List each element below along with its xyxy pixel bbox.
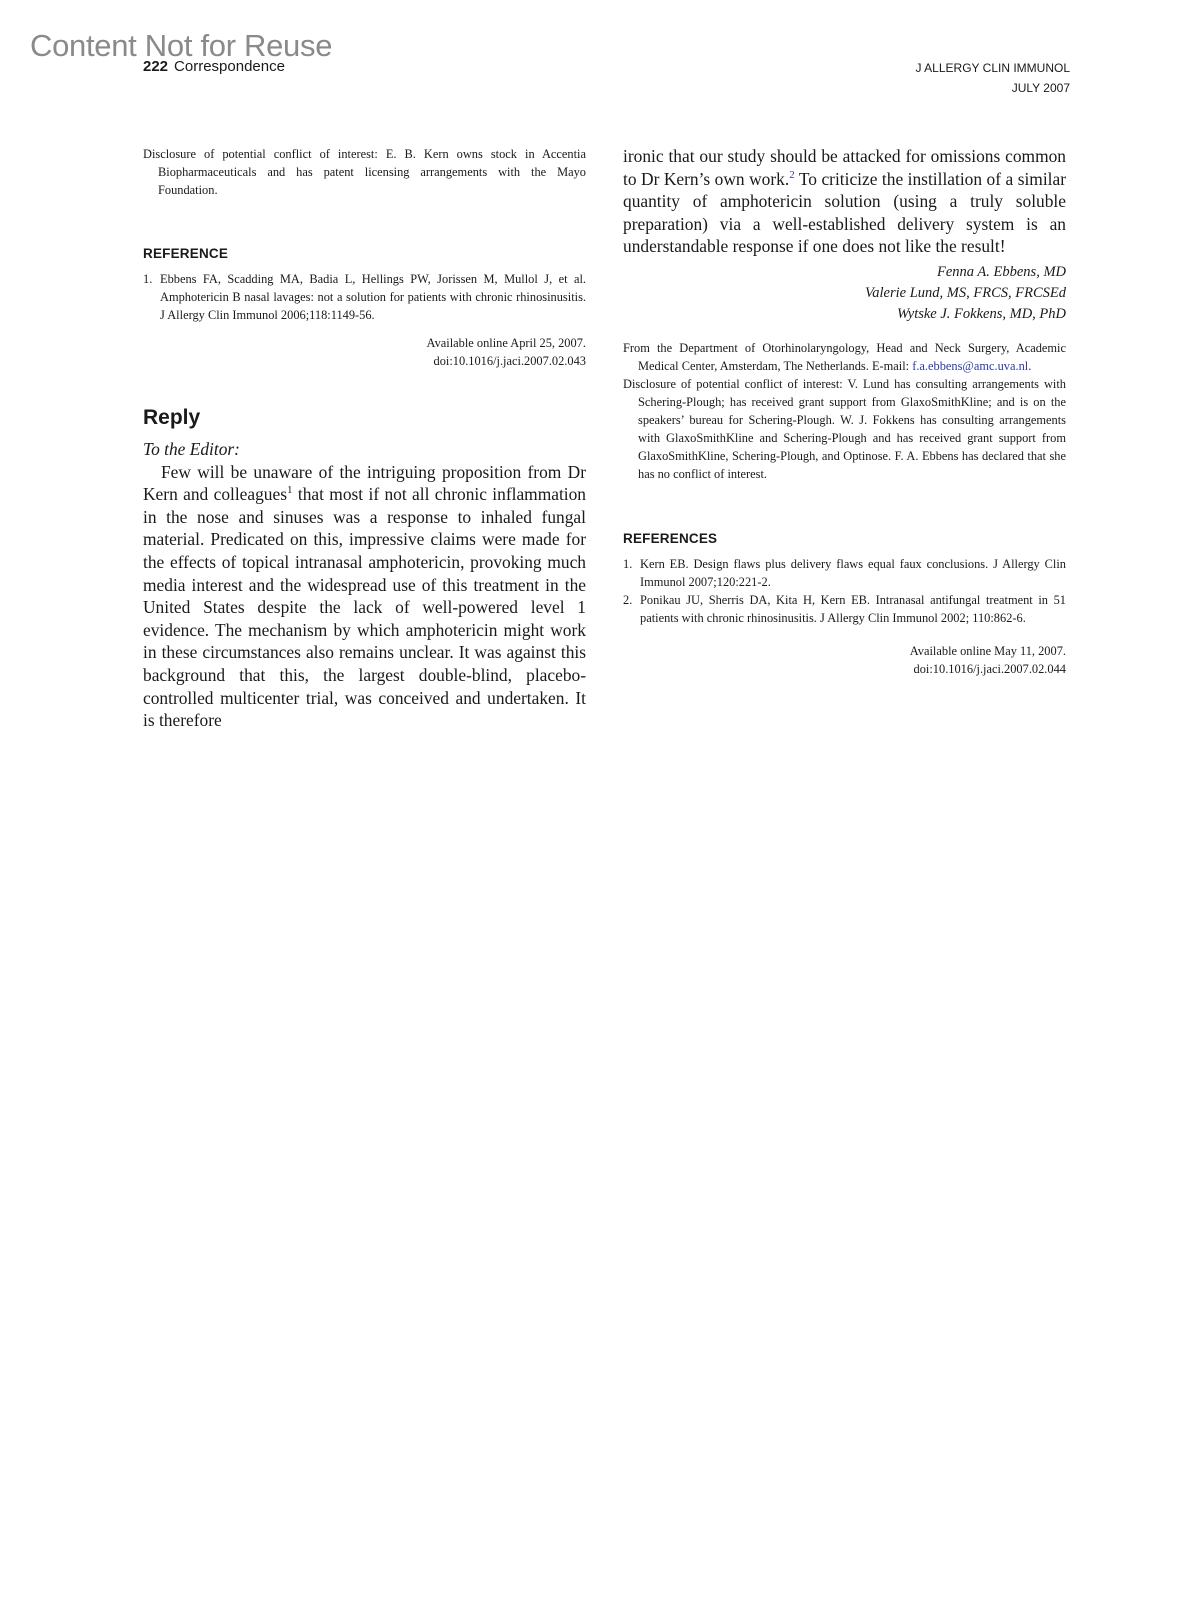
right-column — [623, 145, 1066, 678]
left-availability — [143, 334, 586, 370]
reference-item — [623, 555, 1066, 591]
right-availability — [623, 642, 1066, 678]
kern-disclosure: Disclosure of potential conflict of interest: E. B. Kern owns stock in Accentia Biopharmaceuticals and has patent licensing arrangements with the Mayo Foundation. — [143, 147, 586, 197]
reply-heading: Reply — [143, 406, 201, 429]
reply-text-part-1: Few will be unaware of the intriguing proposition from Dr Kern and colleagues — [143, 461, 586, 505]
citation-2[interactable]: 2 — [789, 168, 795, 181]
reply-paragraph — [143, 461, 586, 732]
authors-disclosure: Disclosure of potential conflict of interest: V. Lund has consulting arrangements with Schering-Plough; has received grant support from GlaxoSmithKline; and is on the speakers’ bureau for Schering-Plough. W. J. Fokkens has consulting arrangements with GlaxoSmithKline and Schering-Plough and has received grant support from GlaxoSmithKline, Schering-Plough, and Optinose. F. A. Ebbens has declared that she has no conflict of interest. — [623, 376, 1066, 481]
available-online: Available online April 25, 2007. — [426, 336, 586, 350]
issue-date: JULY 2007 — [1011, 81, 1070, 95]
continuation-text-part-2: To criticize the instillation of a similar quantity of amphotericin solution (using a truly soluble preparation) via a well-established delivery system is an understandable response if one does not like the result! — [623, 168, 1066, 257]
reference-text: Ebbens FA, Scadding MA, Badia L, Hellings PW, Jorissen M, Mullol J, et al. Amphotericin B nasal lavages: not a solution for patients with chronic rhinosinusitis. J Allergy Clin Immunol 2006;118:1149-56. — [160, 272, 586, 322]
reference-item — [143, 270, 586, 324]
doi[interactable]: doi:10.1016/j.jaci.2007.02.044 — [913, 661, 1066, 676]
available-online: Available online May 11, 2007. — [909, 643, 1066, 658]
right-reference-list — [623, 555, 1066, 627]
reply-text-part-2: that most if not all chronic inflammation in the nose and sinuses was a response to inhaled fungal material. Predicated on this, impressive claims were made for the effects of topical intranasal amphotericin, provoking much media interest and the widespread use of this treatment in the United States despite the lack of well-powered level 1 evidence. The mechanism by which amphotericin might work in these circumstances also remains unclear. It was against this background that this, the largest double-blind, placebo-controlled multicenter trial, was conceived and undertaken. It is therefore — [143, 484, 586, 731]
author-signature: Wytske J. Fokkens, MD, PhD — [897, 305, 1066, 322]
journal-name: J ALLERGY CLIN IMMUNOL — [915, 61, 1070, 75]
running-header-right — [916, 58, 1071, 98]
reference-text: Kern EB. Design flaws plus delivery flaws equal faux conclusions. J Allergy Clin Immunol 2007;120:221-2. — [640, 556, 1066, 589]
citation-1[interactable]: 1 — [287, 484, 293, 497]
reference-number: 1. — [143, 272, 153, 286]
left-reference-list — [143, 270, 586, 324]
affiliation — [623, 339, 1066, 375]
section-name: Correspondence — [174, 58, 285, 75]
running-header-left — [143, 58, 285, 75]
affiliation-end: . — [1028, 358, 1032, 373]
watermark: Content Not for Reuse — [30, 28, 333, 63]
email-link[interactable]: f.a.ebbens@amc.uva.nl — [912, 358, 1029, 373]
author-signature: Valerie Lund, MS, FRCS, FRCSEd — [865, 284, 1066, 301]
references-heading: REFERENCES — [623, 530, 718, 546]
signature-block — [623, 262, 1066, 325]
continuation-text-part-1: ironic that our study should be attacked for omissions common to Dr Kern’s own work. — [623, 146, 1066, 189]
reply-continuation — [623, 145, 1066, 258]
doi[interactable]: doi:10.1016/j.jaci.2007.02.043 — [433, 354, 586, 368]
reference-text: Ponikau JU, Sherris DA, Kita H, Kern EB. Intranasal antifungal treatment in 51 patients with chronic rhinosinusitis. J Allergy Clin Immunol 2002; 110:862-6. — [640, 592, 1066, 625]
reference-number: 1. — [623, 556, 633, 571]
reference-number: 2. — [623, 592, 633, 607]
author-signature: Fenna A. Ebbens, MD — [937, 263, 1066, 280]
reference-item — [623, 591, 1066, 627]
affiliation-text: From the Department of Otorhinolaryngology, Head and Neck Surgery, Academic Medical Center, Amsterdam, The Netherlands. E-mail: — [623, 340, 1066, 373]
reference-heading: REFERENCE — [143, 246, 229, 261]
left-column — [143, 145, 586, 732]
page-number: 222 — [143, 58, 169, 75]
salutation: To the Editor: — [143, 439, 240, 459]
